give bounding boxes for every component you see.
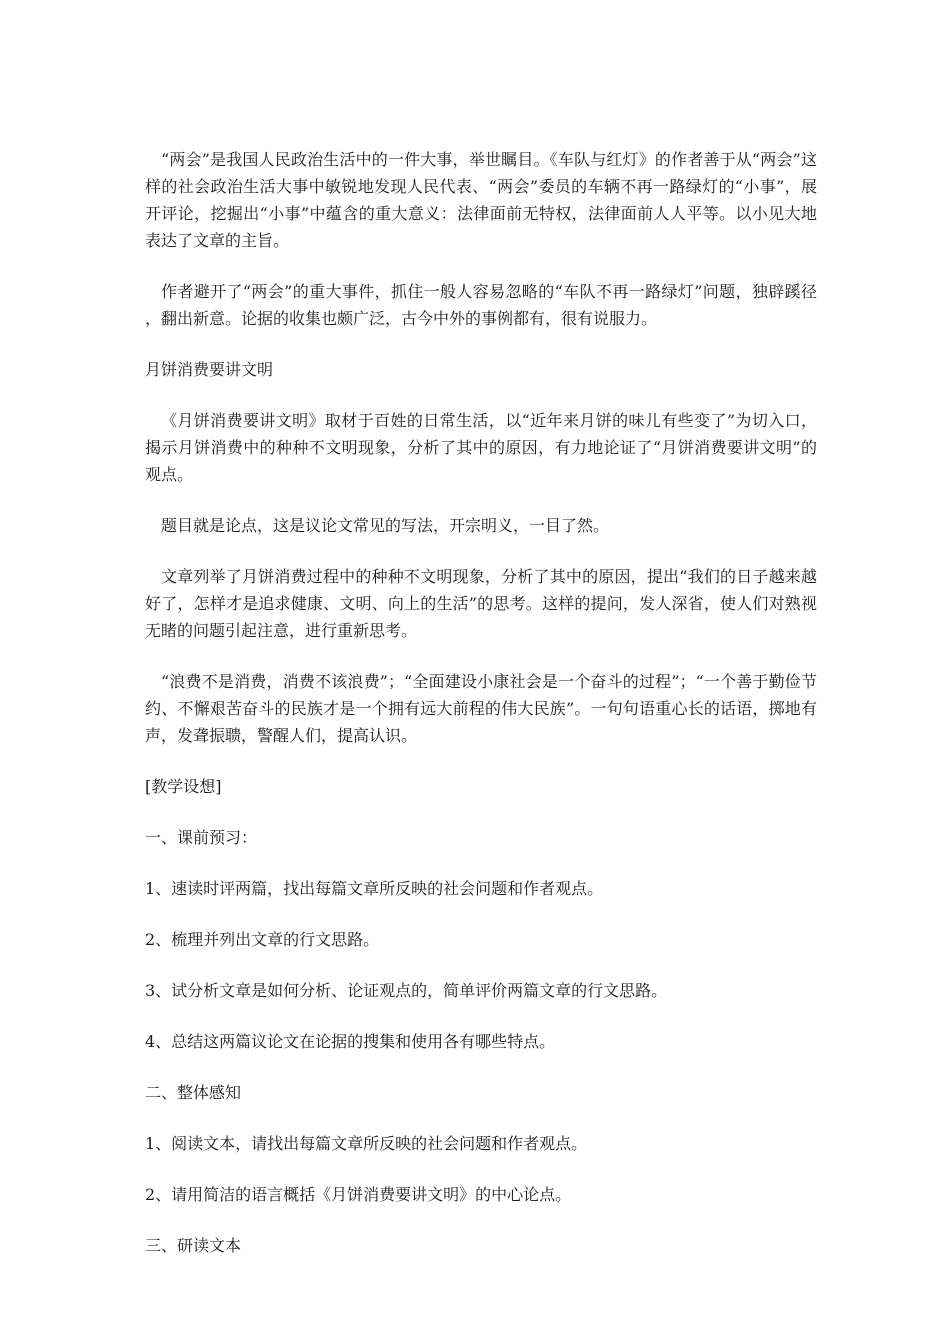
document-body xyxy=(145,146,817,1283)
list-heading: 一、课前预习： xyxy=(145,828,258,847)
section-heading: 月饼消费要讲文明 xyxy=(145,360,274,379)
paragraph: “两会”是我国人民政治生活中的一件大事，举世瞩目。《车队与红灯》的作者善于从“两会”这样的社会政治生活大事中敏锐地发现人民代表、“两会”委员的车辆不再一路绿灯的“小事”，展开评论，挖掘出“小事”中蕴含的重大意义：法律面前无特权，法律面前人人平等。以小见大地表达了文章的主旨。 xyxy=(145,150,817,250)
list-item: 1、速读时评两篇，找出每篇文章所反映的社会问题和作者观点。 xyxy=(145,879,604,898)
paragraph: “浪费不是消费，消费不该浪费”；“全面建设小康社会是一个奋斗的过程”；“一个善于勤俭节约、不懈艰苦奋斗的民族才是一个拥有远大前程的伟大民族”。一句句语重心长的话语，掷地有声，发聋振聩，警醒人们，提高认识。 xyxy=(145,672,817,745)
list-heading: 三、研读文本 xyxy=(145,1236,242,1255)
list-item: 2、梳理并列出文章的行文思路。 xyxy=(145,930,380,949)
paragraph: 作者避开了“两会”的重大事件，抓住一般人容易忽略的“车队不再一路绿灯”问题，独辟蹊径，翻出新意。论据的收集也颇广泛，古今中外的事例都有，很有说服力。 xyxy=(145,282,817,328)
paragraph: 《月饼消费要讲文明》取材于百姓的日常生活，以“近年来月饼的味儿有些变了”为切入口，揭示月饼消费中的种种不文明现象，分析了其中的原因，有力地论证了“月饼消费要讲文明”的观点。 xyxy=(145,411,817,484)
list-item: 3、试分析文章是如何分析、论证观点的，简单评价两篇文章的行文思路。 xyxy=(145,981,668,1000)
list-item: 2、请用简洁的语言概括《月饼消费要讲文明》的中心论点。 xyxy=(145,1185,572,1204)
section-heading: [教学设想] xyxy=(145,777,222,796)
paragraph: 文章列举了月饼消费过程中的种种不文明现象，分析了其中的原因，提出“我们的日子越来越好了，怎样才是追求健康、文明、向上的生活”的思考。这样的提问，发人深省，使人们对熟视无睹的问题引起注意，进行重新思考。 xyxy=(145,567,817,640)
list-item: 1、阅读文本，请找出每篇文章所反映的社会问题和作者观点。 xyxy=(145,1134,588,1153)
paragraph: 题目就是论点，这是议论文常见的写法，开宗明义，一目了然。 xyxy=(161,516,610,535)
list-heading: 二、整体感知 xyxy=(145,1083,242,1102)
list-item: 4、总结这两篇议论文在论据的搜集和使用各有哪些特点。 xyxy=(145,1032,556,1051)
